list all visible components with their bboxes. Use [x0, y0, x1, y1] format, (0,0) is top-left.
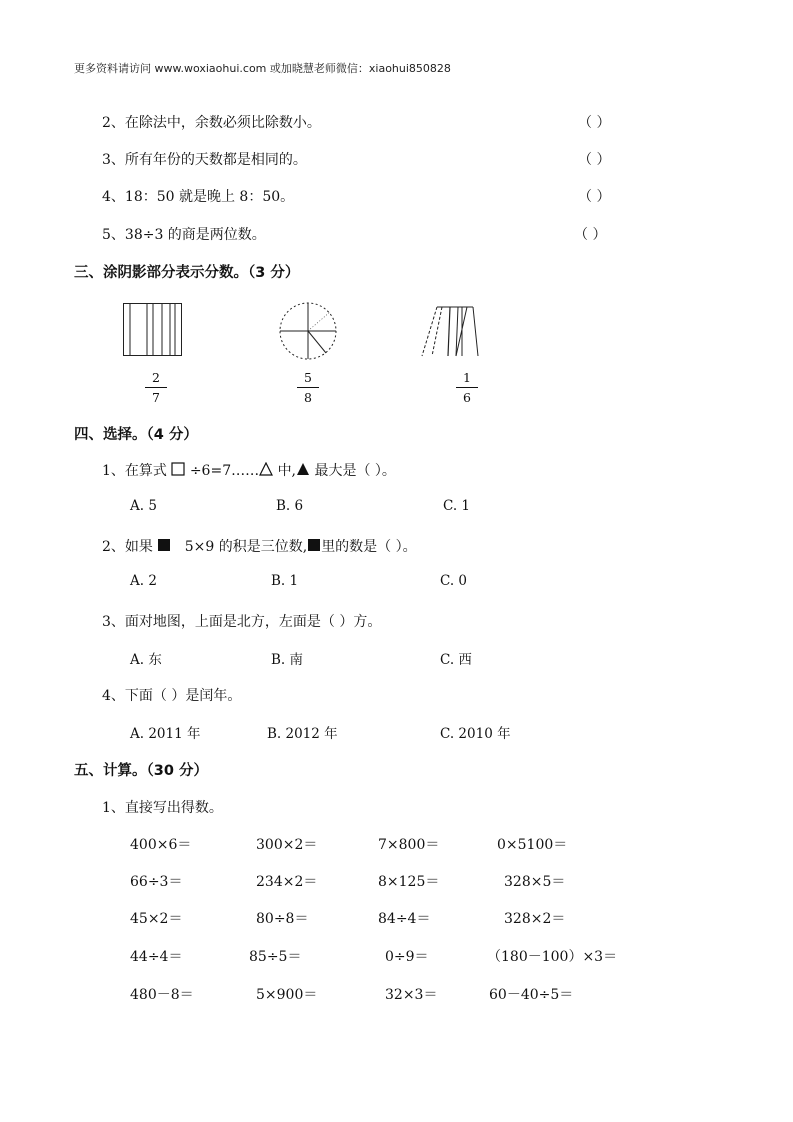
- q3-option-a[interactable]: A. 东: [130, 652, 162, 668]
- question-1-part-c: 中,: [277, 463, 297, 479]
- calc-cell: 0÷9＝: [385, 949, 429, 965]
- fraction-3-numerator: 1: [456, 370, 478, 388]
- fraction-2-numerator: 5: [297, 370, 319, 388]
- q3-option-b[interactable]: B. 南: [271, 652, 304, 668]
- q3-option-c[interactable]: C. 西: [440, 652, 472, 668]
- question-1-part-b: ÷6=7……: [189, 463, 260, 479]
- q4-option-a[interactable]: A. 2011 年: [130, 726, 201, 742]
- fraction-1-denominator: 7: [152, 390, 160, 405]
- q2-option-b[interactable]: B. 1: [271, 573, 299, 589]
- question-1-part-a: 1、在算式: [102, 463, 167, 479]
- calc-cell: 7×800＝: [378, 837, 440, 853]
- calc-cell: 234×2＝: [256, 874, 318, 890]
- fraction-label-2: [297, 370, 319, 405]
- judge-paren-2[interactable]: （ ）: [578, 115, 611, 131]
- fraction-figure-circle[interactable]: [278, 302, 340, 362]
- section5-title: 五、计算。（30 分）: [74, 763, 208, 779]
- judge-item-5: 5、38÷3 的商是两位数。: [102, 227, 266, 243]
- calc-cell: 84÷4＝: [378, 911, 431, 927]
- q4-option-c[interactable]: C. 2010 年: [440, 726, 511, 742]
- fraction-1-numerator: 2: [145, 370, 167, 388]
- calc-cell: 44÷4＝: [130, 949, 183, 965]
- judge-item-4: 4、18：50 就是晚上 8：50。: [102, 189, 295, 205]
- q1-option-a[interactable]: A. 5: [130, 498, 157, 514]
- calc-cell: 0×5100＝: [497, 837, 568, 853]
- judge-item-2: 2、在除法中，余数必须比除数小。: [102, 115, 321, 131]
- triangle-outline-icon: [259, 462, 273, 480]
- calc-cell: 328×5＝: [504, 874, 566, 890]
- calc-cell: 85÷5＝: [249, 949, 302, 965]
- triangle-filled-icon: [296, 462, 310, 480]
- section3-title: 三、涂阴影部分表示分数。（3 分）: [74, 265, 300, 281]
- square-filled-icon: [157, 538, 171, 556]
- question-2: [102, 536, 417, 556]
- fraction-label-3: [456, 370, 478, 405]
- q4-option-b[interactable]: B. 2012 年: [267, 726, 338, 742]
- square-filled-icon-2: [307, 538, 321, 556]
- section4-title: 四、选择。（4 分）: [74, 427, 198, 443]
- judge-paren-5[interactable]: （ ）: [574, 227, 607, 243]
- fraction-label-1: [145, 370, 167, 405]
- question-1-part-d: 最大是（ ）。: [314, 463, 396, 479]
- fraction-2-denominator: 8: [304, 390, 312, 405]
- question-1: [102, 460, 396, 480]
- question-4: 4、下面（ ）是闰年。: [102, 688, 242, 704]
- q1-option-b[interactable]: B. 6: [276, 498, 304, 514]
- calc-cell: 60－40÷5＝: [489, 987, 574, 1003]
- calc-cell: 300×2＝: [256, 837, 318, 853]
- calc-cell: 400×6＝: [130, 837, 192, 853]
- question-2-part-c: 里的数是（ ）。: [321, 539, 417, 555]
- square-outline-icon: [171, 462, 185, 480]
- calc-cell: （180－100）×3＝: [487, 949, 618, 965]
- q1-option-c[interactable]: C. 1: [443, 498, 471, 514]
- header-text: 更多资料请访问 www.woxiaohui.com 或加晓慧老师微信：xiaohui850828: [74, 62, 451, 75]
- fraction-figure-triangle[interactable]: [420, 302, 482, 358]
- judge-item-3: 3、所有年份的天数都是相同的。: [102, 152, 307, 168]
- calc-cell: 32×3＝: [385, 987, 438, 1003]
- section5-sub1: 1、直接写出得数。: [102, 800, 223, 816]
- calc-cell: 480－8＝: [130, 987, 194, 1003]
- calc-cell: 8×125＝: [378, 874, 440, 890]
- question-2-part-a: 2、如果: [102, 539, 153, 555]
- question-3: 3、面对地图，上面是北方，左面是（ ）方。: [102, 614, 382, 630]
- calc-cell: 5×900＝: [256, 987, 318, 1003]
- calc-cell: 80÷8＝: [256, 911, 309, 927]
- q2-option-a[interactable]: A. 2: [130, 573, 157, 589]
- fraction-3-denominator: 6: [463, 390, 471, 405]
- calc-cell: 328×2＝: [504, 911, 566, 927]
- judge-paren-3[interactable]: （ ）: [578, 152, 611, 168]
- q2-option-c[interactable]: C. 0: [440, 573, 468, 589]
- judge-paren-4[interactable]: （ ）: [578, 189, 611, 205]
- fraction-figure-rectangle[interactable]: [122, 302, 184, 358]
- calc-cell: 45×2＝: [130, 911, 183, 927]
- question-2-part-b: 5×9 的积是三位数,: [184, 539, 308, 555]
- calc-cell: 66÷3＝: [130, 874, 183, 890]
